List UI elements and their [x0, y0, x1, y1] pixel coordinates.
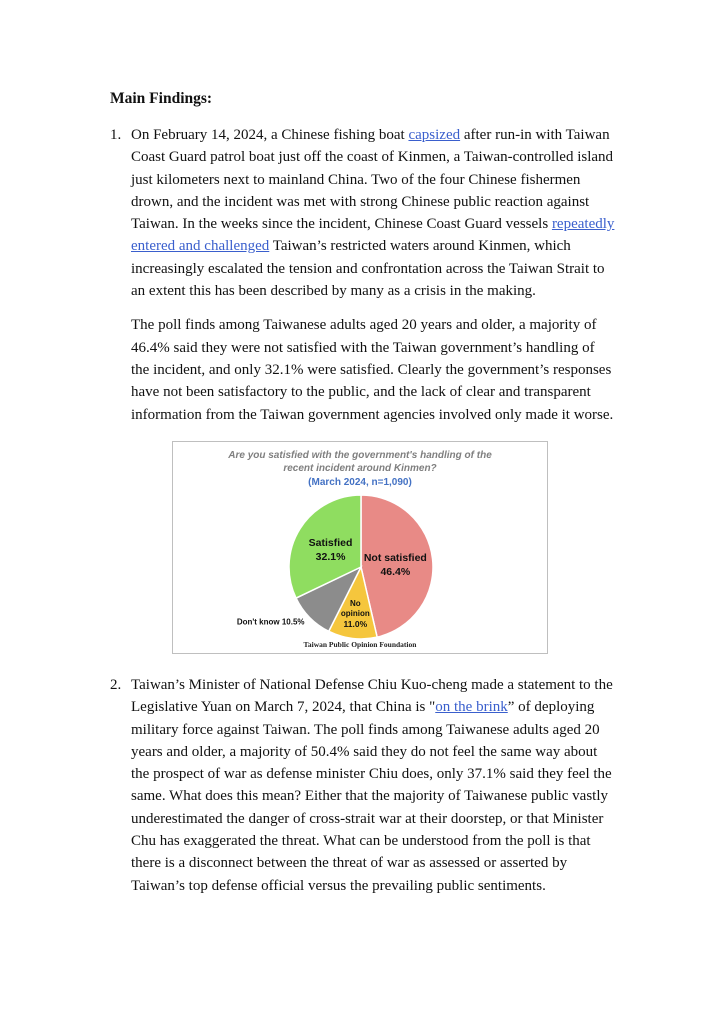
item-number: 2.	[110, 677, 122, 693]
text-run: after run-in with Taiwan Coast Guard patrol boat just off the coast of Kinmen, a Taiwan-controlled island just kilometers next to mainland China. Two of the four Chinese fishermen drown, and the incident was met with strong Chinese public reaction against Taiwan. In the weeks since the incident, Chinese Coast Guard vessels	[131, 127, 614, 233]
chart-title-line-1: Are you satisfied with the government's handling of the	[228, 450, 492, 461]
chart-source: Taiwan Public Opinion Foundation	[303, 640, 417, 649]
finding-item-1	[110, 124, 615, 438]
text-run: ” of deploying military force against Taiwan. The poll finds among Taiwanese adults aged 20 years and older, a majority of 50.4% said they do not feel the same way about the prospect of war as defense minister Chiu does, only 37.1% said they feel the same. What does this mean? Either that the majority of Taiwanese public vastly underestimated the danger of cross-strait war at their doorstep, or that Minister Chu has exaggerated the threat. What can be understood from the poll is that there is a disconnect between the threat of war as assessed or asserted by Taiwan’s top defense official versus the prevailing public sentiments.	[131, 699, 612, 894]
item-number: 1.	[110, 127, 122, 143]
finding-2-paragraph-1	[131, 674, 615, 897]
repeatedly-entered-link[interactable]: repeatedly entered and challenged	[131, 216, 615, 255]
label-not-satisfied: Not satisfied	[363, 552, 427, 565]
finding-item-2	[110, 674, 615, 909]
value-no-opinion: 11.0%	[343, 619, 368, 630]
label-no-opinion-line-2: opinion	[340, 609, 370, 619]
chart-subtitle: (March 2024, n=1,090)	[308, 477, 412, 488]
text-run: Taiwan’s restricted waters around Kinmen, which increasingly escalated the tension and confrontation across the Taiwan Strait to an extent this has been described by many as a crisis in the making.	[131, 238, 605, 300]
value-satisfied: 32.1%	[315, 550, 346, 563]
text-run: Taiwan’s Minister of National Defense Chiu Kuo-cheng made a statement to the Legislative Yuan on March 7, 2024, that China is "	[131, 677, 613, 716]
pie-chart	[173, 442, 547, 653]
value-not-satisfied: 46.4%	[380, 566, 411, 579]
on-the-brink-link[interactable]: on the brink	[435, 699, 508, 716]
text-run: On February 14, 2024, a Chinese fishing boat	[131, 127, 409, 143]
capsized-link[interactable]: capsized	[408, 127, 461, 143]
label-dont-know: Don't know 10.5%	[236, 617, 305, 627]
section-heading: Main Findings:	[110, 90, 213, 107]
pie-chart-figure	[172, 441, 548, 654]
label-satisfied: Satisfied	[308, 536, 353, 549]
label-no-opinion-line-1: No	[350, 599, 361, 609]
finding-1-paragraph-2: The poll finds among Taiwanese adults aged 20 years and older, a majority of 46.4% said they were not satisfied with the Taiwan government’s handling of the incident, and only 32.1% were satisfied. Clearly the government’s responses have not been satisfactory to the public, and the lack of clear and transparent information from the Taiwan government agencies involved only made it worse.	[131, 317, 614, 423]
chart-title-line-2: recent incident around Kinmen?	[283, 463, 437, 474]
finding-1-paragraph-1	[131, 124, 615, 302]
